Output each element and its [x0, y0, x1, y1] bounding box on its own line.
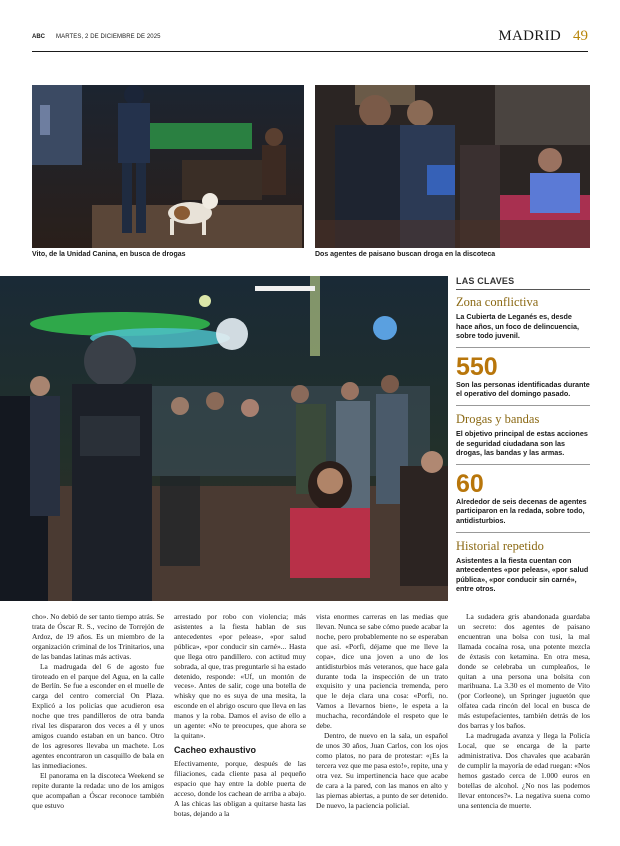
article-paragraph: Dentro, de nuevo en la sala, un español de unos 30 años, Juan Carlos, con los ojos como platos, no para de protestar: «¡Es la tercera vez que me pasa esto!», repite, una y otra vez. Su impertinencia hace que acabe de cara a la pared, con las manos en alto y las piernas abiertas, a punto de ser detenido. De nuevo, la paciencia policial.	[316, 731, 448, 810]
key-fact-3-text: El objetivo principal de estas acciones de seguridad ciudadana son las drogas, las bandas y las armas.	[456, 428, 588, 458]
key-fact-1-title: Zona conflictiva	[456, 295, 539, 309]
publication-name: ABC	[32, 34, 45, 40]
article-column-2	[174, 612, 306, 819]
photo-discotheque-raid-image	[0, 276, 448, 601]
issue-date: MARTES, 2 DE DICIEMBRE DE 2025	[56, 34, 161, 40]
photo-discotheque-raid	[0, 276, 448, 601]
key-fact-divider	[456, 347, 590, 348]
page-number: 49	[573, 28, 588, 44]
article-paragraph: La madrugada del 6 de agosto fue tiroteado en el parque del Agua, en la calle de Berlín. Se fue a esconder en el muelle de carga del centro comercial On Plaza. Explicó a los policías que acudieron esa noche que tres pandilleros de otra banda rival les dispararon dos veces a él y unos amigos cuando estaban en un banco. Otro de los agresores llevaba un machete. Los agentes encontraron un casquillo de bala en las inmediaciones.	[32, 661, 164, 770]
article-column-1	[32, 612, 164, 810]
article-paragraph: cho». No debió de ser tanto tiempo atrás. Se trata de Óscar R. S., vecino de Torrejón de Ardoz, de 19 años. Es un miembro de la organización criminal de los Trinitarios, una de las bandas latinas más activas.	[32, 612, 164, 661]
key-fact-divider	[456, 405, 590, 406]
article-column-4	[458, 612, 590, 810]
key-fact-4-text: Alrededor de seis decenas de agentes participaron en la redada, sobre todo, antidisturbios.	[456, 496, 587, 525]
key-facts-heading: LAS CLAVES	[456, 276, 590, 290]
article-paragraph: La sudadera gris abandonada guardaba un secreto: dos agentes de paisano encuentran una bolsa con tusi, la mal llamada cocaína rosa, una potente mezcla de éxtasis con ketamina. En otra mesa, donde se celebraba un cumpleaños, le quitan a una persona una bolsita con marihuana. La 3.30 es el momento de Vito (por Corleone), un Springer juguetón que olfatea cada rincón del local en busca de más estupefacientes, también detrás de los dos barras y los baños.	[458, 612, 590, 731]
article-paragraph: Efectivamente, porque, después de las filiaciones, cada cliente pasa al pequeño espacio que hay entre la doble puerta de acceso, donde los cachean de arriba a abajo. A las chicas las obligan a quitarse hasta las botas, dejando a la	[174, 758, 306, 818]
article-subhead: Cacheo exhaustivo	[174, 744, 257, 755]
key-fact-2-number: 550	[456, 352, 498, 381]
key-fact-4-number: 60	[456, 469, 484, 498]
key-facts-sidebar	[456, 276, 590, 594]
key-fact-1-text: La Cubierta de Leganés es, desde hace años, un foco de delincuencia, sobre todo juvenil.	[456, 312, 580, 341]
article-paragraph: arrestado por robo con violencia; más asistentes a la fiesta hablan de sus antecedentes «por peleas», «por salud pública», «por conducir sin carné»... Hasta que llega otro pandillero. con actitud muy sobrada, al que, tras preguntarle si ha estado detenido, responde: «Uf, un montón de veces». Antes de salir, coge una botella de whisky que no es suya de una mesita, la esconde en el abrigo oscuro que lleva en las manos y la roba. Damos el aviso de ello a un agente: «No te preocupes, que ahora se la quitan».	[174, 612, 306, 741]
photo-plainclothes-agents-image	[315, 85, 590, 248]
article-paragraph: vista enormes carreras en las medias que llevan. Nunca se sabe cómo puede acabar la noche, pero probablemente no se esperaban que así. «Porfi, déjame que me lleve la copa», dice una joven a uno de los antidisturbios más veteranos, que hace gala durante toda la inspección de un trato exquisito y una paciencia tremenda, pero que le deja clara una cosa: «Porfi, no. Vamos a llevarnos bien», le espeta a la muchacha, recordándole el respeto que le debe.	[316, 612, 448, 731]
key-fact-divider	[456, 532, 590, 533]
key-fact-3-title: Drogas y bandas	[456, 411, 540, 426]
key-fact-divider	[456, 464, 590, 465]
photo-plainclothes-agents	[315, 85, 590, 248]
photo-police-dog	[32, 85, 304, 248]
caption-plainclothes-agents: Dos agentes de paisano buscan droga en la discoteca	[315, 251, 496, 258]
section-name: MADRID	[498, 28, 561, 44]
page-header	[32, 28, 588, 50]
key-fact-2-text: Son las personas identificadas durante el operativo del domingo pasado.	[456, 379, 590, 399]
header-rule	[32, 51, 588, 52]
article-column-3	[316, 612, 448, 810]
article-paragraph: El panorama en la discoteca Weekend se repite durante la redada: uno de los amigos que acompañan a Óscar reconoce también que estuvo	[32, 770, 164, 810]
article-paragraph: La madrugada avanza y llega la Policía Local, que se encarga de la parte administrativa. Dos chavales que acabarán de cumplir la mayoría de edad ruegan: «Nos hemos gastado cerca de 1.000 euros en botellas de alcohol. ¿No nos las podemos llevar entonces?». La negativa suena como una sentencia de muerte.	[458, 731, 590, 810]
photo-police-dog-image	[32, 85, 304, 248]
caption-police-dog: Vito, de la Unidad Canina, en busca de drogas	[32, 251, 186, 258]
article-body	[32, 612, 590, 840]
key-fact-5-text: Asistentes a la fiesta cuentan con antecedentes «por peleas», «por salud pública», «por conducir sin carné», entre otros.	[456, 555, 589, 594]
key-fact-5-title: Historial repetido	[456, 538, 544, 553]
